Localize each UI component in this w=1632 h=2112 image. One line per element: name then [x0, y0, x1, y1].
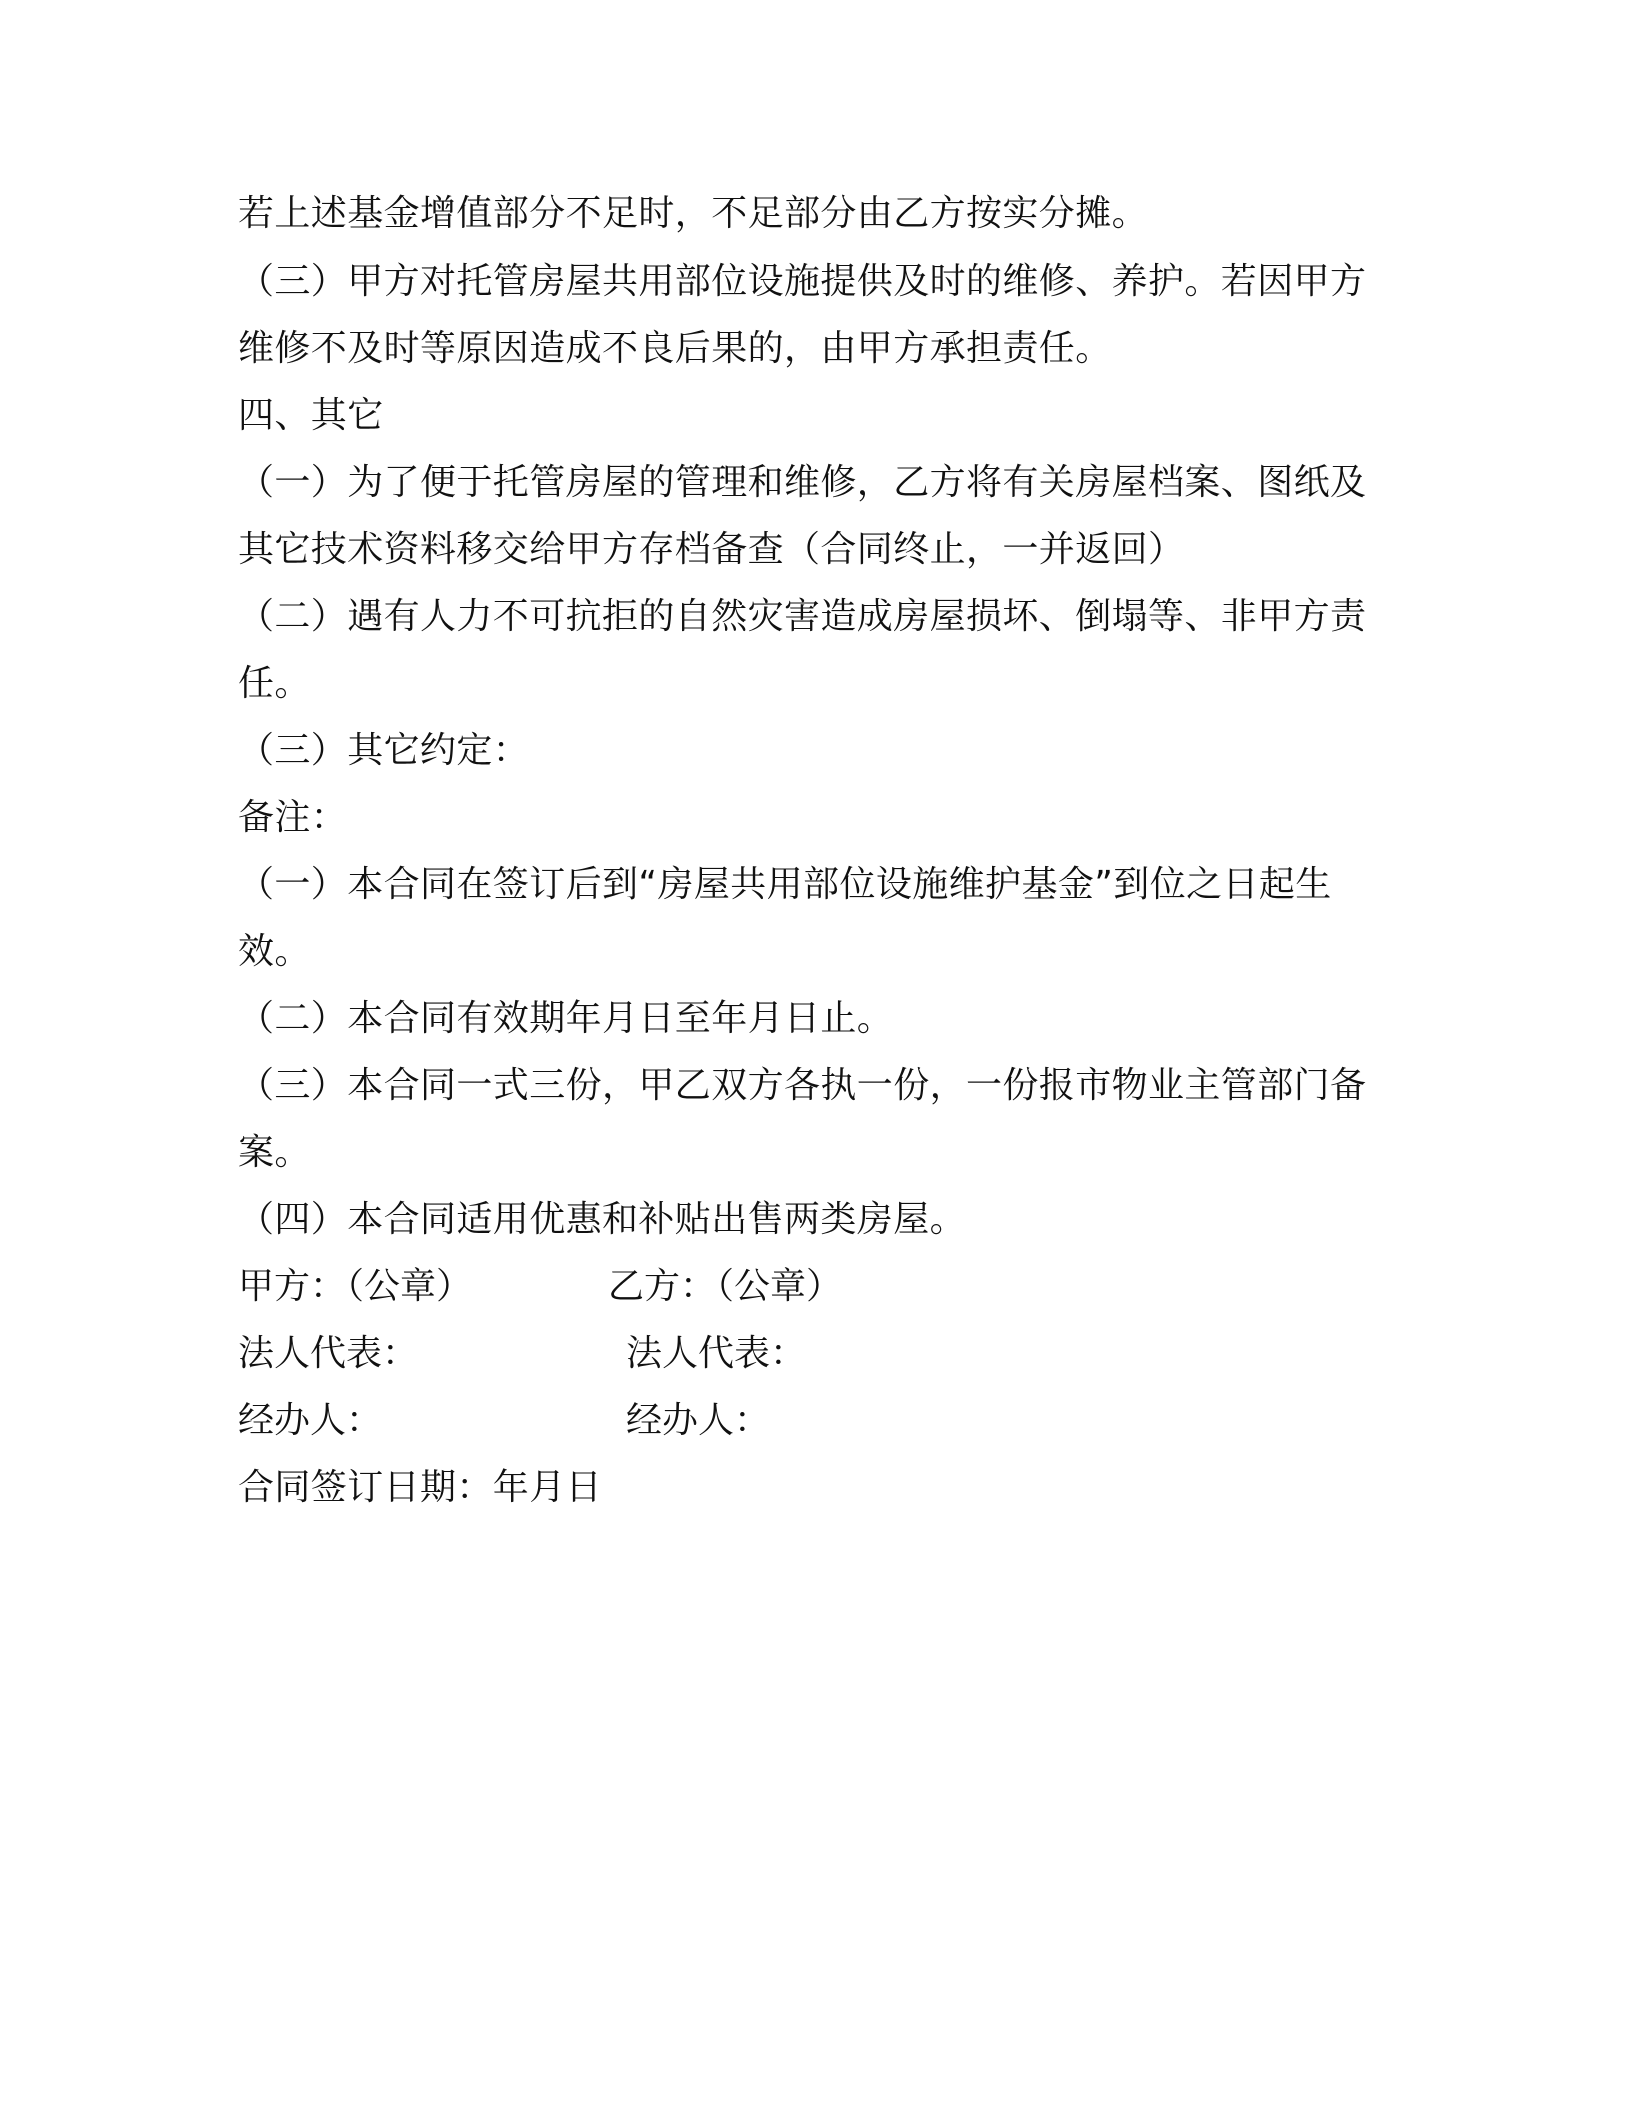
party-a-agent: 经办人： — [238, 1400, 383, 1441]
signature-row-representative — [238, 1331, 1388, 1377]
notes-heading: 备注： — [238, 797, 348, 838]
party-b-seal: 乙方：（公章） — [608, 1266, 843, 1307]
party-b-representative: 法人代表： — [626, 1333, 807, 1374]
signature-row-agent — [238, 1398, 1388, 1444]
note-copies-cont: 案。 — [238, 1132, 311, 1173]
note-applicable-housing: （四）本合同适用优惠和补贴出售两类房屋。 — [238, 1199, 967, 1240]
paragraph-archive-transfer: （一）为了便于托管房屋的管理和维修，乙方将有关房屋档案、图纸及 — [238, 462, 1367, 503]
paragraph-maintenance-clause-cont: 维修不及时等原因造成不良后果的，由甲方承担责任。 — [238, 328, 1112, 369]
paragraph-force-majeure-cont: 任。 — [238, 663, 311, 704]
paragraph-other-agreements: （三）其它约定： — [238, 730, 530, 771]
paragraph-archive-transfer-cont: 其它技术资料移交给甲方存档备查（合同终止，一并返回） — [238, 529, 1185, 570]
note-copies: （三）本合同一式三份，甲乙双方各执一份，一份报市物业主管部门备 — [238, 1065, 1367, 1106]
paragraph-maintenance-clause: （三）甲方对托管房屋共用部位设施提供及时的维修、养护。若因甲方 — [238, 261, 1367, 302]
party-b-agent: 经办人： — [626, 1400, 771, 1441]
note-validity-period: （二）本合同有效期年月日至年月日止。 — [238, 998, 894, 1039]
party-a-representative: 法人代表： — [238, 1333, 419, 1374]
signing-date: 合同签订日期：年月日 — [238, 1467, 603, 1508]
section-heading-other: 四、其它 — [238, 395, 384, 436]
party-a-seal: 甲方：（公章） — [238, 1266, 473, 1307]
paragraph-fund-shortfall: 若上述基金增值部分不足时，不足部分由乙方按实分摊。 — [238, 193, 1149, 234]
paragraph-force-majeure: （二）遇有人力不可抗拒的自然灾害造成房屋损坏、倒塌等、非甲方责 — [238, 596, 1367, 637]
signature-row-seal — [238, 1264, 1388, 1310]
note-effective: （一）本合同在签订后到“房屋共用部位设施维护基金”到位之日起生 — [238, 864, 1332, 905]
note-effective-cont: 效。 — [238, 931, 311, 972]
